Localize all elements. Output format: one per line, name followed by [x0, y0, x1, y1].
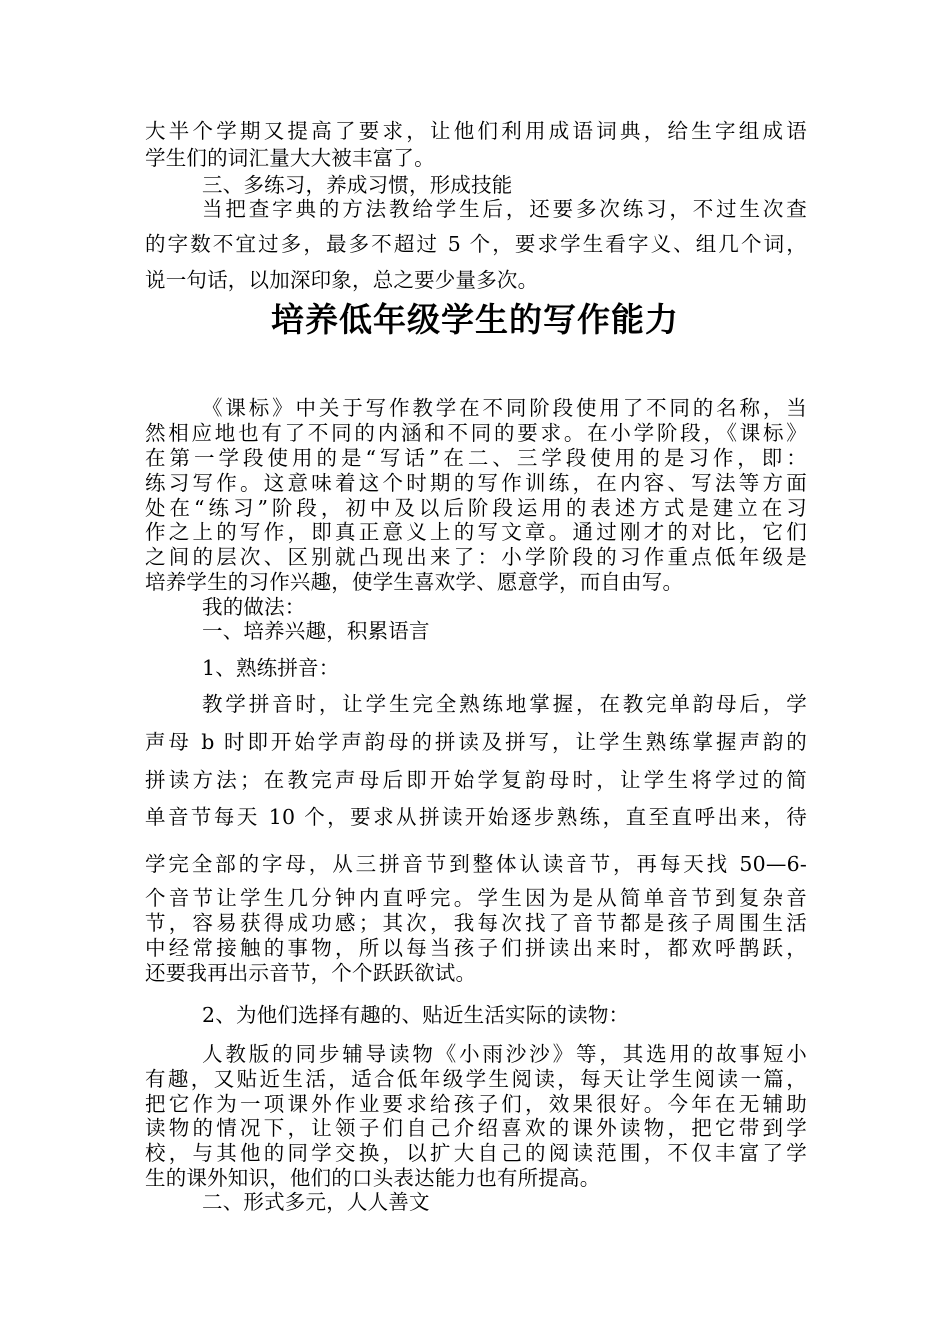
- paragraph-line: 人教版的同步辅导读物《小雨沙沙》等，其选用的故事短小: [202, 1042, 807, 1066]
- paragraph-line: 学完全部的字母，从三拼音节到整体认读音节，再每天找 50—6-: [145, 852, 807, 876]
- paragraph-line: 处在“练习”阶段，初中及以后阶段运用的表述方式是建立在习: [145, 496, 807, 520]
- paragraph-line: 在第一学段使用的是“写话”在二、三学段使用的是习作，即：: [145, 446, 807, 470]
- paragraph-line: 中经常接触的事物，所以每当孩子们拼读出来时，都欢呼鹊跃，: [145, 936, 807, 960]
- paragraph-line: 单音节每天 10 个，要求从拼读开始逐步熟练，直至直呼出来，待: [145, 805, 807, 829]
- paragraph-line: 读物的情况下，让领子们自己介绍喜欢的课外读物，把它带到学: [145, 1116, 807, 1140]
- paragraph-line: 声母 b 时即开始学声韵母的拼读及拼写，让学生熟练掌握声韵的: [145, 730, 807, 754]
- paragraph-line: 的字数不宜过多，最多不超过 5 个，要求学生看字义、组几个词，: [145, 232, 807, 256]
- paragraph-line: 个音节让学生几分钟内直呼完。学生因为是从简单音节到复杂音: [145, 886, 807, 910]
- paragraph-line: 之间的层次、区别就凸现出来了：小学阶段的习作重点低年级是: [145, 545, 807, 569]
- paragraph-line: 当把查字典的方法教给学生后，还要多次练习，不过生次查: [202, 197, 807, 221]
- paragraph-line: 校，与其他的同学交换，以扩大自己的阅读范围，不仅丰富了学: [145, 1141, 807, 1165]
- paragraph-line: 说一句话，以加深印象，总之要少量多次。: [145, 268, 539, 292]
- paragraph-line: 拼读方法；在教完声母后即开始学复韵母时，让学生将学过的简: [145, 768, 807, 792]
- paragraph-line: 节，容易获得成功感；其次，我每次找了音节都是孩子周围生活: [145, 911, 807, 935]
- paragraph-line: 然相应地也有了不同的内涵和不同的要求。在小学阶段，《课标》: [145, 421, 807, 445]
- paragraph-line: 《课标》中关于写作教学在不同阶段使用了不同的名称，当: [202, 396, 807, 420]
- subsection-heading: 1、熟练拼音：: [202, 656, 340, 680]
- paragraph-line: 把它作为一项课外作业要求给孩子们，效果很好。今年在无辅助: [145, 1092, 807, 1116]
- section-heading: 一、培养兴趣，积累语言: [202, 619, 430, 643]
- section-heading: 三、多练习，养成习惯，形成技能: [202, 173, 513, 197]
- section-heading: 二、形式多元，人人善文: [202, 1190, 430, 1214]
- paragraph-line: 大半个学期又提高了要求，让他们利用成语词典，给生字组成语: [145, 119, 807, 143]
- paragraph-line: 学生们的词汇量大大被丰富了。: [145, 146, 435, 170]
- subsection-heading: 2、为他们选择有趣的、贴近生活实际的读物：: [202, 1003, 630, 1027]
- paragraph-line: 生的课外知识，他们的口头表达能力也有所提高。: [145, 1166, 601, 1190]
- paragraph-line: 培养学生的习作兴趣，使学生喜欢学、愿意学，而自由写。: [145, 570, 684, 594]
- paragraph-line: 练习写作。这意味着这个时期的写作训练，在内容、写法等方面: [145, 471, 807, 495]
- paragraph-line: 我的做法：: [202, 595, 306, 619]
- paragraph-line: 还要我再出示音节，个个跃跃欲试。: [145, 961, 477, 985]
- paragraph-line: 作之上的写作，即真正意义上的写文章。通过刚才的对比，它们: [145, 520, 807, 544]
- paragraph-line: 教学拼音时，让学生完全熟练地掌握，在教完单韵母后，学: [202, 692, 807, 716]
- paragraph-line: 有趣，又贴近生活，适合低年级学生阅读，每天让学生阅读一篇，: [145, 1067, 807, 1091]
- article-title: 培养低年级学生的写作能力: [271, 300, 679, 339]
